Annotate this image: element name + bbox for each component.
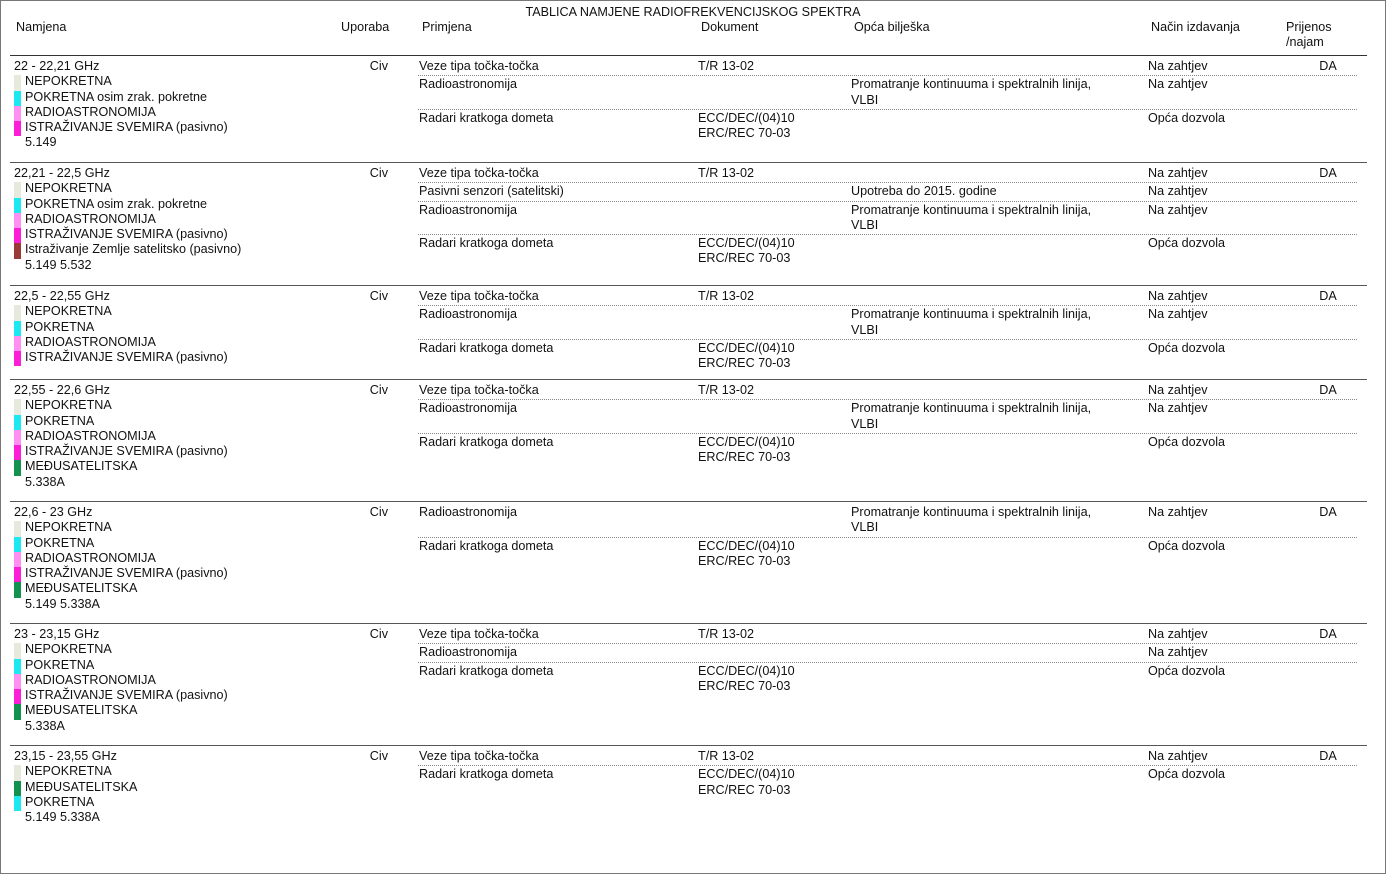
service-item <box>14 197 241 212</box>
service-label: POKRETNA osim zrak. pokretne <box>25 196 207 211</box>
cell-prijenos: DA <box>1319 383 1337 397</box>
service-item <box>14 105 228 120</box>
service-label: 5.149 5.532 <box>25 257 92 272</box>
cell-primjena: Radari kratkoga dometa <box>419 110 554 125</box>
cell-nacin: Na zahtjev <box>1148 59 1208 73</box>
service-item <box>14 566 228 581</box>
usage: Civ <box>369 749 388 763</box>
cell-dokument: ECC/DEC/(04)10 ERC/REC 70-03 <box>698 236 795 266</box>
usage: Civ <box>369 505 388 519</box>
cell-primjena: Radari kratkoga dometa <box>419 340 554 355</box>
service-item <box>14 350 228 365</box>
cell-nacin: Opća dozvola <box>1148 767 1226 782</box>
service-color-swatch <box>14 182 21 197</box>
service-item <box>14 414 228 429</box>
cell-dokument: ECC/DEC/(04)10 ERC/REC 70-03 <box>698 340 795 371</box>
frequency-band: 23 - 23,15 GHz <box>14 627 100 641</box>
service-item <box>14 227 241 242</box>
cell-primjena: Radari kratkoga dometa <box>419 538 554 553</box>
service-item <box>14 536 228 551</box>
service-item <box>14 120 228 135</box>
cell-nacin: Na zahtjev <box>1148 289 1208 303</box>
band-section <box>10 285 1367 371</box>
table-row <box>418 383 1357 400</box>
cell-nacin: Opća dozvola <box>1148 110 1226 125</box>
service-label: NEPOKRETNA <box>25 642 112 657</box>
service-label: RADIOASTRONOMIJA <box>25 672 156 687</box>
cell-nacin: Na zahtjev <box>1148 184 1208 199</box>
band-section <box>10 623 1367 733</box>
table-row <box>418 664 1357 696</box>
service-list <box>14 181 241 273</box>
table-row <box>418 627 1357 644</box>
service-label: POKRETNA <box>25 413 95 428</box>
service-list <box>14 398 228 490</box>
service-label: MEĐUSATELITSKA <box>25 703 138 718</box>
service-color-swatch <box>14 106 21 121</box>
table-row <box>418 166 1357 183</box>
cell-nacin: Opća dozvola <box>1148 538 1226 553</box>
service-color-swatch <box>14 781 21 796</box>
service-item <box>14 258 241 273</box>
table-row <box>418 289 1357 306</box>
header-primjena: Primjena <box>422 20 472 34</box>
service-item <box>14 335 228 350</box>
service-label: 5.338A <box>25 718 65 733</box>
service-label: MEĐUSATELITSKA <box>25 581 138 596</box>
service-color-swatch <box>14 445 21 460</box>
header-dokument: Dokument <box>701 20 759 34</box>
service-color-swatch <box>14 704 21 719</box>
cell-dokument: ECC/DEC/(04)10 ERC/REC 70-03 <box>698 434 795 465</box>
cell-nacin: Na zahtjev <box>1148 166 1208 180</box>
service-label: RADIOASTRONOMIJA <box>25 104 156 119</box>
table-row <box>418 505 1357 538</box>
application-rows <box>418 749 1357 800</box>
application-rows <box>418 289 1357 373</box>
frequency-band: 22,21 - 22,5 GHz <box>14 166 110 180</box>
service-list <box>14 74 228 150</box>
cell-primjena: Radioastronomija <box>419 77 518 92</box>
cell-dokument: T/R 13-02 <box>698 627 754 641</box>
cell-primjena: Veze tipa točka-točka <box>419 749 539 763</box>
service-label: POKRETNA <box>25 535 95 550</box>
service-color-swatch <box>14 213 21 228</box>
cell-biljeska: Promatranje kontinuuma i spektralnih linija, VLBI <box>851 202 1092 232</box>
service-item <box>14 459 228 474</box>
service-color-swatch <box>14 643 21 658</box>
cell-nacin: Na zahtjev <box>1148 77 1208 92</box>
service-color-swatch <box>14 399 21 414</box>
service-item <box>14 658 228 673</box>
cell-primjena: Radari kratkoga dometa <box>419 434 554 449</box>
service-color-swatch <box>14 75 21 90</box>
service-item <box>14 429 228 444</box>
cell-primjena: Veze tipa točka-točka <box>419 166 539 180</box>
usage: Civ <box>369 166 388 180</box>
service-label: 5.149 5.338A <box>25 596 100 611</box>
cell-biljeska: Upotreba do 2015. godine <box>851 184 997 199</box>
service-label: MEĐUSATELITSKA <box>25 779 138 794</box>
service-item <box>14 581 228 596</box>
service-color-swatch <box>14 430 21 445</box>
cell-nacin: Na zahtjev <box>1148 307 1208 322</box>
cell-biljeska: Promatranje kontinuuma i spektralnih linija, VLBI <box>851 77 1092 107</box>
frequency-band: 23,15 - 23,55 GHz <box>14 749 117 763</box>
service-item <box>14 703 228 718</box>
service-label: NEPOKRETNA <box>25 764 112 779</box>
service-item <box>14 810 137 825</box>
service-color-swatch <box>14 91 21 106</box>
table-row <box>418 539 1357 571</box>
cell-prijenos: DA <box>1319 166 1337 180</box>
service-item <box>14 551 228 566</box>
service-label: RADIOASTRONOMIJA <box>25 550 156 565</box>
service-label: Istraživanje Zemlje satelitsko (pasivno) <box>25 242 242 257</box>
service-item <box>14 795 137 810</box>
cell-primjena: Veze tipa točka-točka <box>419 59 539 73</box>
usage: Civ <box>369 627 388 641</box>
frequency-band: 22,5 - 22,55 GHz <box>14 289 110 303</box>
service-list <box>14 642 228 734</box>
service-item <box>14 212 241 227</box>
service-color-swatch <box>14 228 21 243</box>
service-label: ISTRAŽIVANJE SVEMIRA (pasivno) <box>25 120 228 135</box>
service-item <box>14 764 137 779</box>
service-item <box>14 475 228 490</box>
service-color-swatch <box>14 460 21 475</box>
cell-dokument: T/R 13-02 <box>698 166 754 180</box>
cell-nacin: Na zahtjev <box>1148 401 1208 416</box>
service-label: 5.338A <box>25 474 65 489</box>
service-label: MEĐUSATELITSKA <box>25 459 138 474</box>
service-item <box>14 90 228 105</box>
application-rows <box>418 166 1357 269</box>
service-label: ISTRAŽIVANJE SVEMIRA (pasivno) <box>25 444 228 459</box>
table-row <box>418 341 1357 373</box>
cell-prijenos: DA <box>1319 289 1337 303</box>
service-label: 5.149 5.338A <box>25 810 100 825</box>
service-item <box>14 74 228 89</box>
usage: Civ <box>369 383 388 397</box>
cell-nacin: Opća dozvola <box>1148 340 1226 355</box>
table-row <box>418 401 1357 434</box>
header-namjena: Namjena <box>16 20 67 34</box>
header-biljeska: Opća bilješka <box>854 20 930 34</box>
service-label: ISTRAŽIVANJE SVEMIRA (pasivno) <box>25 566 228 581</box>
service-item <box>14 135 228 150</box>
table-row <box>418 111 1357 143</box>
service-label: ISTRAŽIVANJE SVEMIRA (pasivno) <box>25 227 228 242</box>
service-item <box>14 642 228 657</box>
header-prijenos: Prijenos /najam <box>1286 20 1332 50</box>
band-section <box>10 162 1367 272</box>
cell-nacin: Na zahtjev <box>1148 645 1208 660</box>
cell-nacin: Na zahtjev <box>1148 627 1208 641</box>
service-label: NEPOKRETNA <box>25 181 112 196</box>
service-color-swatch <box>14 415 21 430</box>
service-label: POKRETNA osim zrak. pokretne <box>25 89 207 104</box>
service-item <box>14 181 241 196</box>
cell-dokument: T/R 13-02 <box>698 749 754 763</box>
service-label: POKRETNA <box>25 657 95 672</box>
service-label: NEPOKRETNA <box>25 520 112 535</box>
service-list <box>14 520 228 612</box>
table-row <box>418 307 1357 340</box>
application-rows <box>418 59 1357 143</box>
service-label: RADIOASTRONOMIJA <box>25 428 156 443</box>
service-list <box>14 764 137 825</box>
table-row <box>418 184 1357 201</box>
service-color-swatch <box>14 351 21 366</box>
service-item <box>14 320 228 335</box>
service-item <box>14 719 228 734</box>
cell-primjena: Veze tipa točka-točka <box>419 627 539 641</box>
frequency-band: 22 - 22,21 GHz <box>14 59 100 73</box>
cell-nacin: Opća dozvola <box>1148 663 1226 678</box>
cell-dokument: ECC/DEC/(04)10 ERC/REC 70-03 <box>698 663 795 693</box>
cell-nacin: Opća dozvola <box>1148 236 1226 251</box>
cell-nacin: Opća dozvola <box>1148 434 1226 449</box>
table-row <box>418 767 1357 799</box>
service-label: RADIOASTRONOMIJA <box>25 334 156 349</box>
application-rows <box>418 383 1357 467</box>
header-uporaba: Uporaba <box>341 20 390 34</box>
service-color-swatch <box>14 582 21 597</box>
cell-dokument: ECC/DEC/(04)10 ERC/REC 70-03 <box>698 110 795 141</box>
service-item <box>14 398 228 413</box>
service-label: ISTRAŽIVANJE SVEMIRA (pasivno) <box>25 688 228 703</box>
application-rows <box>418 505 1357 571</box>
cell-primjena: Radari kratkoga dometa <box>419 236 554 251</box>
table-row <box>418 435 1357 467</box>
table-title: TABLICA NAMJENE RADIOFREKVENCIJSKOG SPEKTRA <box>525 5 861 19</box>
service-color-swatch <box>14 552 21 567</box>
table-row <box>418 645 1357 662</box>
usage: Civ <box>369 289 388 303</box>
cell-biljeska: Promatranje kontinuuma i spektralnih linija, VLBI <box>851 505 1092 535</box>
service-color-swatch <box>14 521 21 536</box>
table-row <box>418 77 1357 110</box>
service-color-swatch <box>14 796 21 811</box>
cell-primjena: Radioastronomija <box>419 505 518 519</box>
cell-primjena: Radari kratkoga dometa <box>419 663 554 678</box>
service-color-swatch <box>14 305 21 320</box>
service-label: ISTRAŽIVANJE SVEMIRA (pasivno) <box>25 350 228 365</box>
table-row <box>418 59 1357 76</box>
cell-primjena: Radari kratkoga dometa <box>419 767 554 782</box>
cell-dokument: T/R 13-02 <box>698 59 754 73</box>
service-item <box>14 242 241 257</box>
service-color-swatch <box>14 765 21 780</box>
application-rows <box>418 627 1357 696</box>
cell-biljeska: Promatranje kontinuuma i spektralnih linija, VLBI <box>851 307 1092 337</box>
cell-nacin: Na zahtjev <box>1148 383 1208 397</box>
cell-dokument: ECC/DEC/(04)10 ERC/REC 70-03 <box>698 538 795 568</box>
service-color-swatch <box>14 537 21 552</box>
service-list <box>14 304 228 365</box>
service-label: RADIOASTRONOMIJA <box>25 211 156 226</box>
service-color-swatch <box>14 198 21 213</box>
cell-nacin: Na zahtjev <box>1148 202 1208 217</box>
cell-primjena: Pasivni senzori (satelitski) <box>419 184 564 199</box>
band-section <box>10 501 1367 611</box>
service-color-swatch <box>14 243 21 258</box>
band-section <box>10 745 1367 825</box>
service-label: NEPOKRETNA <box>25 398 112 413</box>
frequency-band: 22,6 - 23 GHz <box>14 505 93 519</box>
cell-primjena: Radioastronomija <box>419 645 518 660</box>
service-color-swatch <box>14 674 21 689</box>
cell-biljeska: Promatranje kontinuuma i spektralnih linija, VLBI <box>851 401 1092 431</box>
table-row <box>418 749 1357 766</box>
service-color-swatch <box>14 121 21 136</box>
cell-nacin: Na zahtjev <box>1148 505 1208 519</box>
service-label: NEPOKRETNA <box>25 304 112 319</box>
service-color-swatch <box>14 336 21 351</box>
service-label: POKRETNA <box>25 319 95 334</box>
cell-nacin: Na zahtjev <box>1148 749 1208 763</box>
cell-primjena: Veze tipa točka-točka <box>419 383 539 397</box>
service-label: NEPOKRETNA <box>25 74 112 89</box>
service-label: 5.149 <box>25 135 57 150</box>
service-item <box>14 304 228 319</box>
band-section <box>10 379 1367 489</box>
service-color-swatch <box>14 567 21 582</box>
cell-prijenos: DA <box>1319 749 1337 763</box>
service-item <box>14 597 228 612</box>
service-color-swatch <box>14 659 21 674</box>
service-label: POKRETNA <box>25 794 95 809</box>
service-item <box>14 673 228 688</box>
service-item <box>14 688 228 703</box>
cell-primjena: Radioastronomija <box>419 401 518 416</box>
table-row <box>418 203 1357 236</box>
frequency-band: 22,55 - 22,6 GHz <box>14 383 110 397</box>
cell-prijenos: DA <box>1319 59 1337 73</box>
header-nacin: Način izdavanja <box>1151 20 1240 34</box>
cell-dokument: ECC/DEC/(04)10 ERC/REC 70-03 <box>698 767 795 797</box>
cell-primjena: Veze tipa točka-točka <box>419 289 539 303</box>
cell-primjena: Radioastronomija <box>419 307 518 322</box>
header-divider <box>10 55 1367 56</box>
service-color-swatch <box>14 321 21 336</box>
cell-primjena: Radioastronomija <box>419 202 518 217</box>
cell-prijenos: DA <box>1319 505 1337 519</box>
service-color-swatch <box>14 689 21 704</box>
table-row <box>418 236 1357 268</box>
cell-dokument: T/R 13-02 <box>698 383 754 397</box>
cell-prijenos: DA <box>1319 627 1337 641</box>
service-item <box>14 444 228 459</box>
service-item <box>14 780 137 795</box>
cell-dokument: T/R 13-02 <box>698 289 754 303</box>
service-item <box>14 520 228 535</box>
usage: Civ <box>369 59 388 73</box>
